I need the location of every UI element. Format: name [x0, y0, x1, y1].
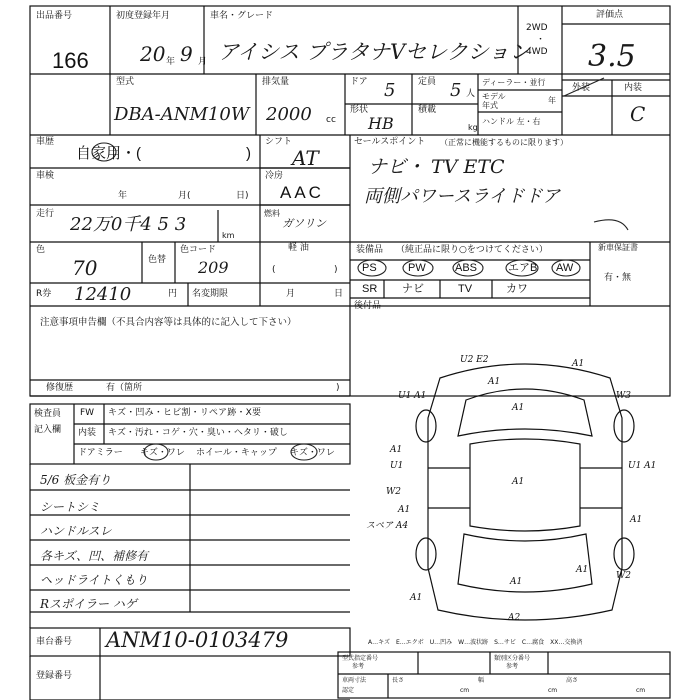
sales-line2: 両側パワースライドドア [364, 186, 561, 207]
capacity-label: 定員 [418, 77, 437, 87]
wheel-label: ホイール・キャップ [196, 448, 277, 458]
damage-mark: W2 [386, 487, 401, 497]
fuel-paren-close: ) [334, 265, 338, 275]
sales-label: セールスポイント [354, 137, 426, 147]
color-code-label: 色コード [180, 245, 217, 255]
model-label: 型式 [116, 77, 135, 87]
damage-mark: U1 A1 [398, 391, 427, 401]
inspect-month: 月( [178, 191, 191, 201]
loading-unit: kg [468, 123, 478, 132]
equip-navi: ナビ [402, 283, 424, 295]
lot-number: 166 [52, 48, 89, 73]
mirror-label: ドアミラー [78, 448, 123, 458]
drive-2wd: 2WD [526, 23, 548, 33]
damage-mark: A1 [512, 403, 525, 413]
fuel-label: 燃料 [264, 209, 280, 218]
score-value: 3.5 [588, 39, 636, 74]
damage-mark: U1 [390, 461, 404, 471]
repair-value: 有（箇所 [106, 383, 143, 393]
mileage-unit: km [222, 231, 235, 240]
handwritten-note: ハンドルスレ [40, 524, 112, 538]
capacity-value: 5 [450, 80, 462, 101]
damage-mark: W2 [616, 571, 631, 581]
damage-mark: A1 [572, 359, 585, 369]
recycle-label: R券 [36, 289, 52, 299]
displacement-unit: cc [326, 115, 336, 125]
height-unit: cm [636, 687, 646, 694]
equipment-note: （純正品に限り○をつけてください） [396, 245, 548, 255]
shift-value: AT [292, 146, 319, 170]
equip-airbag: エアB [508, 262, 538, 274]
displacement-label: 排気量 [262, 77, 290, 87]
handwritten-note: 各キズ、凹、補修有 [40, 549, 149, 563]
color-change-label: 色替 [148, 255, 167, 265]
interior-value: C [630, 102, 646, 126]
damage-mark: スペア A4 [366, 521, 409, 531]
cert-note: 型式指定番号 [342, 655, 379, 662]
displacement-value: 2000 [266, 104, 312, 125]
damage-mark: A1 [488, 377, 501, 387]
sales-note: （正常に機能するものに限ります） [440, 138, 568, 147]
name-change-day: 日 [334, 289, 344, 299]
damage-mark: A1 [510, 577, 523, 587]
body-value: HB [368, 114, 394, 133]
width-label: 幅 [478, 677, 485, 684]
lot-label: 出品番号 [36, 11, 73, 21]
door-value: 5 [384, 80, 396, 101]
history-label: 車歴 [36, 137, 55, 147]
inspector-label-1: 検査員 [34, 409, 62, 419]
drive-dot: ・ [536, 35, 546, 45]
damage-legend: A…キズ E…エクボ U…凹み W…波状跡 S…サビ C…腐食 XX…交換済 [368, 639, 583, 646]
history-value: 自家用・( [76, 145, 141, 162]
damage-mark: A1 [630, 515, 643, 525]
first-reg-label: 初度登録年月 [116, 11, 171, 21]
score-label: 評価点 [596, 10, 624, 20]
equipment-label: 装備品 [356, 245, 384, 255]
model-value: DBA-ANM10W [114, 104, 250, 125]
recycle-value: 12410 [74, 284, 132, 305]
damage-mark: U1 A1 [628, 461, 657, 471]
dealer-label: ディーラー・並行 [482, 78, 546, 87]
damage-mark: A1 [390, 445, 403, 455]
fuel-gasoline: ガソリン [282, 217, 326, 230]
fuel-diesel: 軽 油 [288, 243, 309, 253]
notes-title: 注意事項申告欄（不具合内容等は具体的に記入して下さい） [40, 317, 297, 328]
vehicle-dimension-label: 車両寸法 [342, 677, 367, 684]
fuel-paren-open: ( [272, 265, 276, 275]
handwritten-note: 5/6 板金有り [40, 473, 112, 487]
handle-label: ハンドル 左・右 [482, 117, 541, 126]
color-code-value: 209 [198, 258, 229, 277]
exterior-label: 外装 [572, 83, 591, 93]
inspector-label-2: 記入欄 [34, 425, 62, 435]
history-close: ) [246, 145, 251, 162]
repair-label: 修復歴 [46, 383, 74, 393]
mirror-text: キズ・ワレ [140, 448, 185, 458]
interior-row-text: キズ・汚れ・コゲ・穴・臭い・ヘタリ・破し [108, 428, 288, 438]
chassis-label: 車台番号 [36, 637, 73, 647]
equip-aw: AW [556, 262, 574, 274]
cert-label-3: 参考 [506, 663, 519, 670]
drive-4wd: 4WD [526, 47, 548, 57]
damage-mark: U2 E2 [460, 355, 489, 365]
wheel-text: キズ・ワレ [290, 448, 335, 458]
repair-close: ) [336, 383, 340, 393]
equip-sr: SR [362, 283, 378, 295]
sales-line1: ナビ・ TV ETC [368, 156, 505, 178]
damage-mark: A1 [410, 593, 423, 603]
damage-mark: W3 [616, 391, 631, 401]
model-year-label2: 年式 [482, 101, 498, 110]
damage-mark: A1 [398, 505, 411, 515]
equip-abs: ABS [455, 262, 478, 274]
damage-mark: A1 [576, 565, 589, 575]
length-unit: cm [460, 687, 470, 694]
equip-pw: PW [408, 262, 426, 274]
recycle-unit: 円 [168, 289, 178, 299]
body-label: 形状 [350, 105, 369, 115]
damage-mark: A2 [508, 613, 521, 623]
name-change-label: 名変期限 [192, 289, 229, 299]
equip-ps: PS [362, 262, 377, 274]
handwritten-note: ヘッドライトくもり [40, 573, 148, 587]
first-reg-month-unit: 月 [198, 57, 208, 67]
new-car-value: 有・無 [604, 273, 632, 283]
name-change-month: 月 [286, 289, 296, 299]
ac-value: AAC [280, 183, 324, 202]
interior-row-label: 内装 [78, 428, 97, 438]
inspect-label: 車検 [36, 171, 55, 181]
first-reg-month: 9 [180, 42, 193, 66]
new-car-label: 新車保証書 [598, 243, 638, 252]
mileage-label: 走行 [36, 209, 55, 219]
first-reg-year-unit: 年 [166, 57, 176, 67]
car-name-label: 車名・グレード [210, 11, 274, 21]
registration-label: 登録番号 [36, 671, 73, 681]
aftermarket-label: 後付品 [354, 301, 382, 311]
mileage-value: 22万0千4 5 3 [70, 214, 187, 235]
capacity-unit: 人 [466, 89, 476, 99]
equip-leather: カワ [506, 283, 528, 295]
car-outline [416, 364, 634, 620]
cert-label-1: 認定 [342, 687, 355, 694]
inspect-day: 日) [236, 191, 249, 201]
door-label: ドア [350, 77, 368, 87]
handwritten-note: シートシミ [40, 500, 101, 514]
class-note: 類別区分番号 [494, 655, 531, 662]
shift-label: シフト [265, 137, 293, 147]
damage-mark: A1 [512, 477, 525, 487]
length-label: 長さ [392, 677, 405, 684]
model-year-label1: モデル [482, 92, 506, 101]
chassis-value: ANM10-0103479 [106, 628, 289, 652]
equip-tv: TV [458, 283, 473, 295]
handwritten-note: Rスポイラー ハゲ [40, 597, 137, 611]
car-damage-diagram [366, 348, 670, 630]
cert-label-2: 参考 [352, 663, 365, 670]
fw-text: キズ・凹み・ヒビ割・リペア跡・X要 [108, 408, 262, 418]
color-value: 70 [72, 256, 98, 280]
ac-label: 冷房 [265, 171, 284, 181]
inspect-year: 年 [118, 191, 128, 201]
height-label: 高さ [566, 677, 579, 684]
loading-label: 積載 [418, 105, 437, 115]
width-unit: cm [548, 687, 558, 694]
model-year-unit: 年 [548, 96, 556, 105]
interior-label: 内装 [624, 83, 643, 93]
first-reg-year: 20 [140, 42, 166, 66]
fw-label: FW [80, 408, 95, 418]
car-name-value: アイシス プラタナVセレクション [218, 40, 531, 64]
color-label: 色 [36, 245, 46, 255]
